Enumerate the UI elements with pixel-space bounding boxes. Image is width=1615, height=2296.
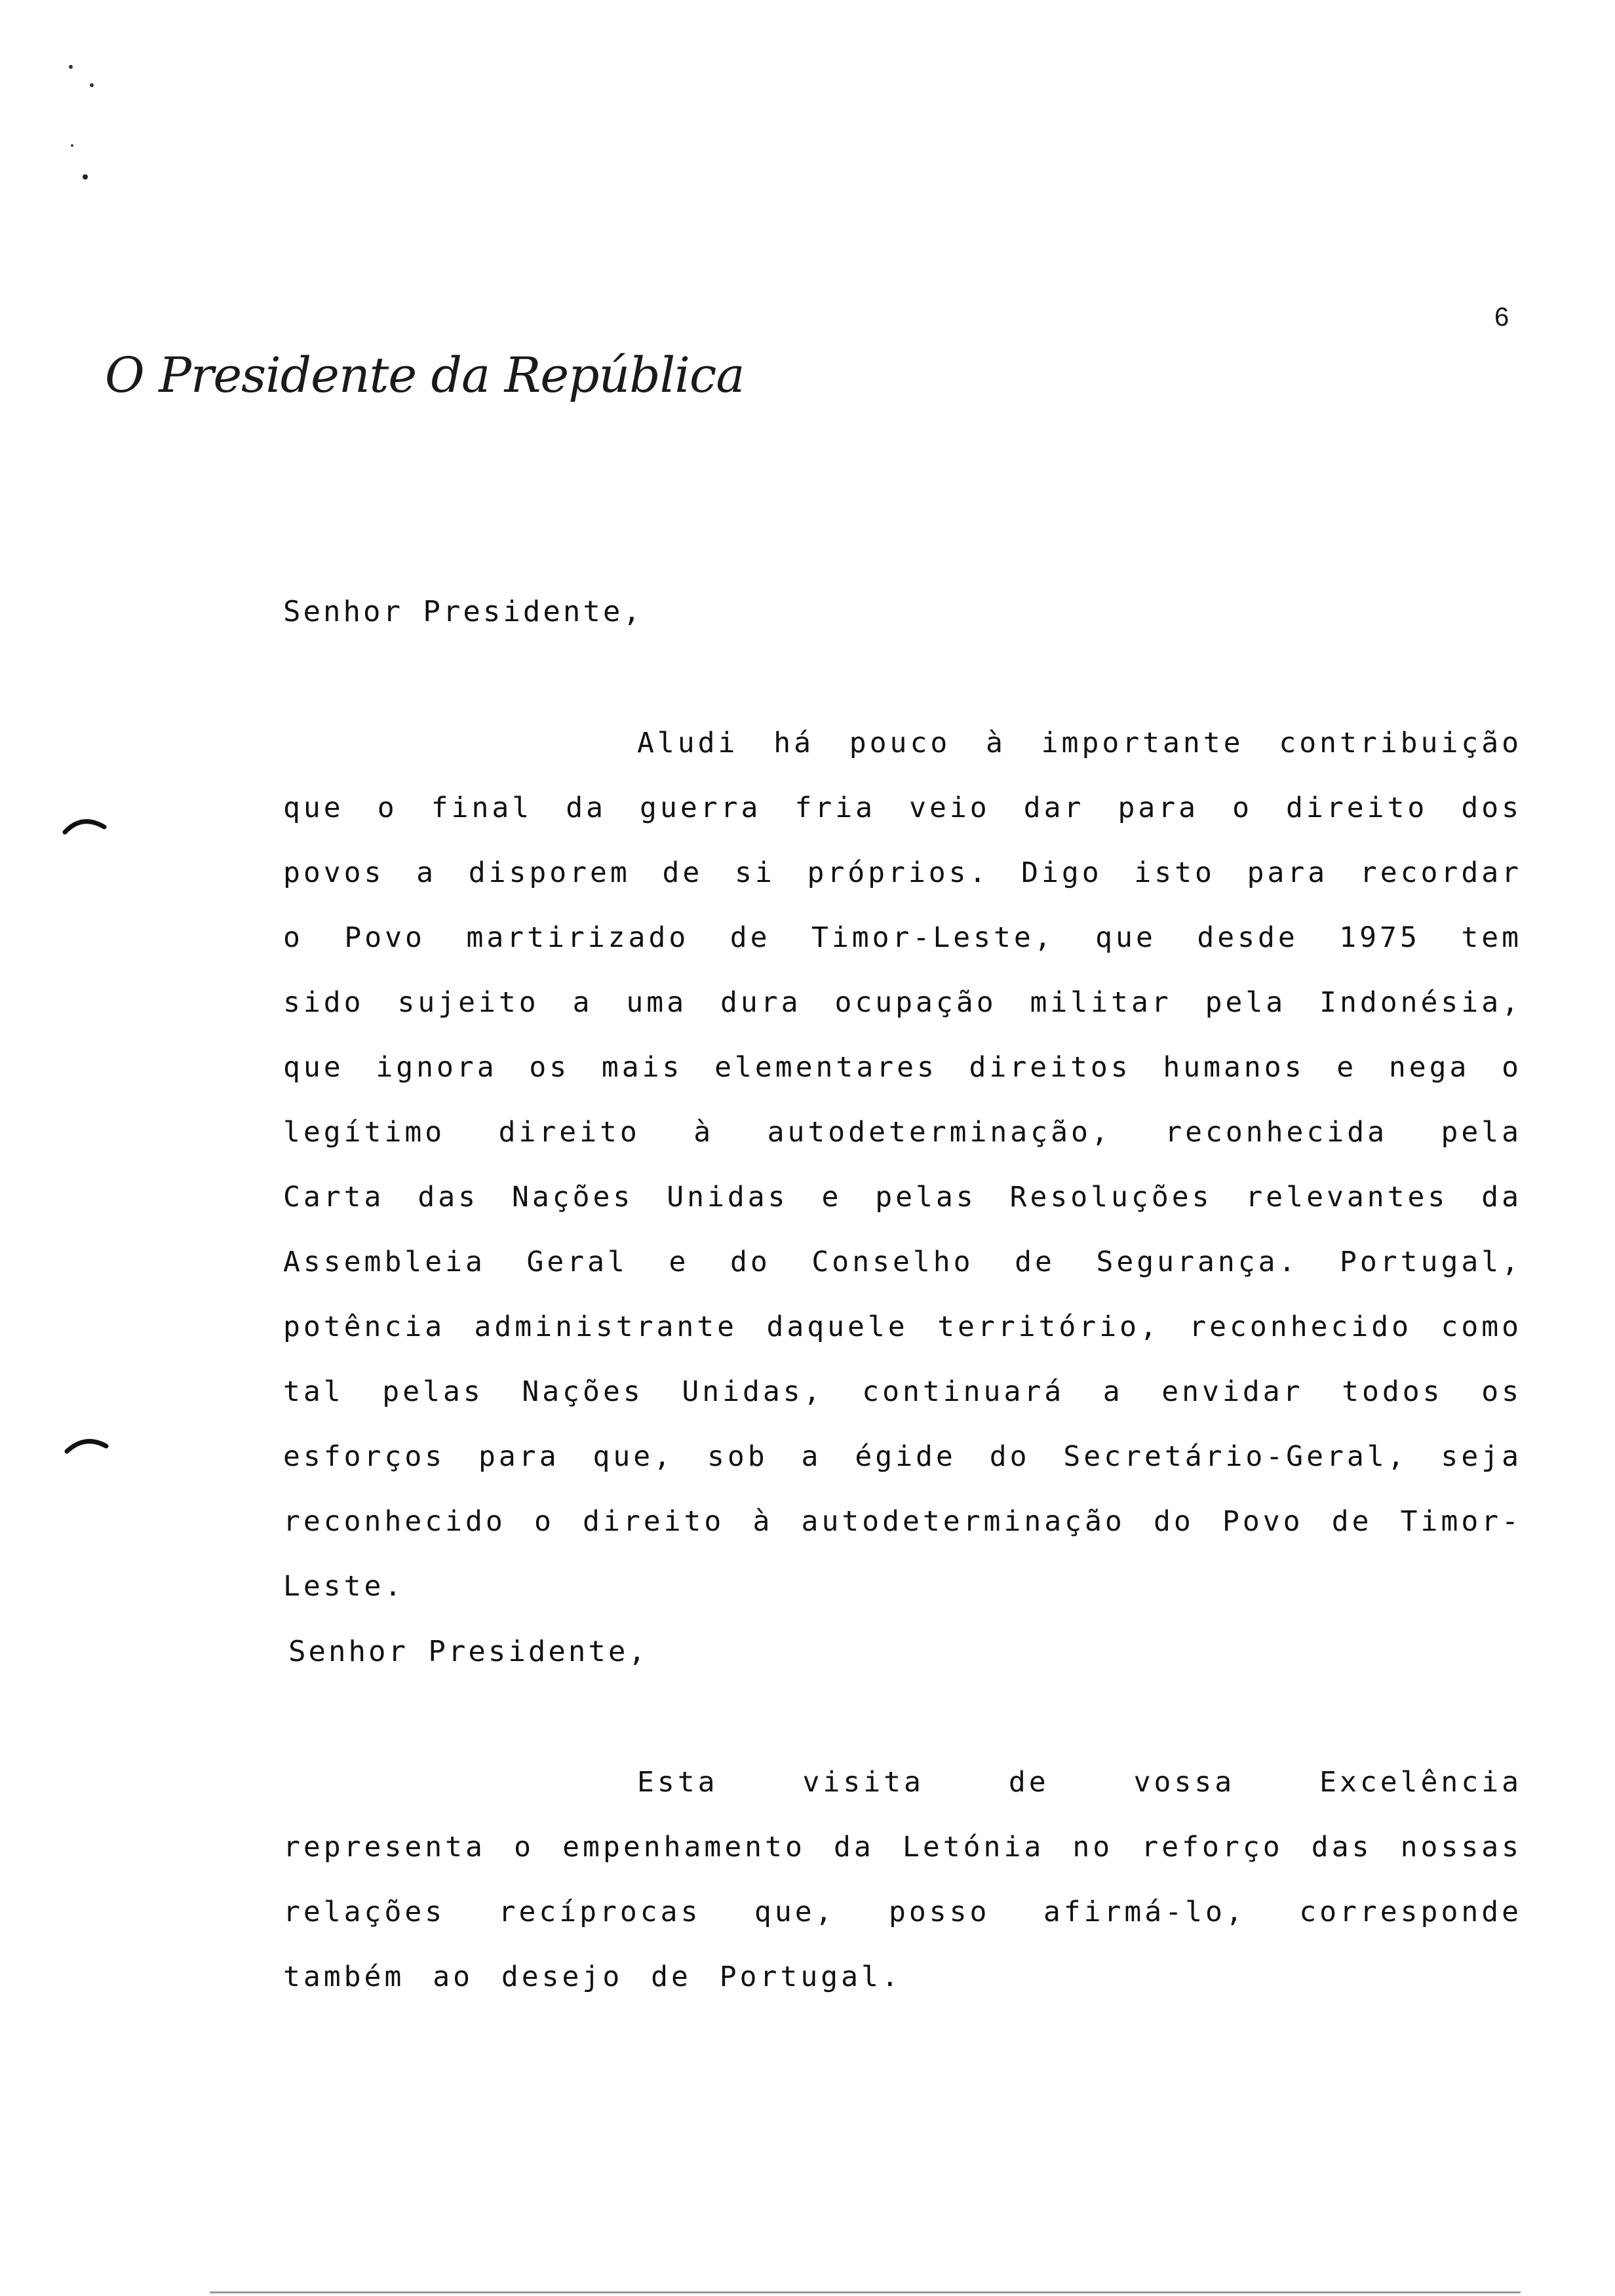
page-number: 6 bbox=[1494, 303, 1509, 332]
paragraph-timor-leste bbox=[283, 711, 1522, 1619]
punch-hole-mark-lower bbox=[64, 1432, 110, 1458]
punch-hole-mark-upper bbox=[62, 811, 108, 837]
paragraph-text: Aludi há pouco à importante contribuição que o final da guerra fria veio dar para o direito dos povos a disporem de si próprios. Digo isto para recordar o Povo martirizado de Timor-Leste, que desde 1975 tem sido sujeito a uma dura ocupação militar pela Indonésia, que ignora os mais elementares direitos humanos e nega o legítimo direito à autodeterminação, reconhecida pela Carta das Nações Unidas e pelas Resoluções relevantes da Assembleia Geral e do Conselho de Segurança. Portugal, potência administrante daquele território, reconhecido como tal pelas Nações Unidas, continuará a envidar todos os esforços para que, sob a égide do Secretário-Geral, seja reconhecido o direito à autodeterminação do Povo de Timor-Leste. bbox=[283, 727, 1522, 1603]
salutation-second: Senhor Presidente, bbox=[288, 1635, 648, 1668]
scan-speck-marks bbox=[66, 59, 105, 190]
paragraph-visit bbox=[283, 1750, 1522, 2010]
salutation-first: Senhor Presidente, bbox=[283, 595, 643, 628]
scan-bottom-edge bbox=[210, 2291, 1521, 2293]
letterhead-title: O Presidente da República bbox=[105, 347, 745, 404]
paragraph-text: Esta visita de vossa Excelência representa o empenhamento da Letónia no reforço das nossas relações recíprocas que, posso afirmá-lo, corresponde também ao desejo de Portugal. bbox=[283, 1766, 1522, 1993]
